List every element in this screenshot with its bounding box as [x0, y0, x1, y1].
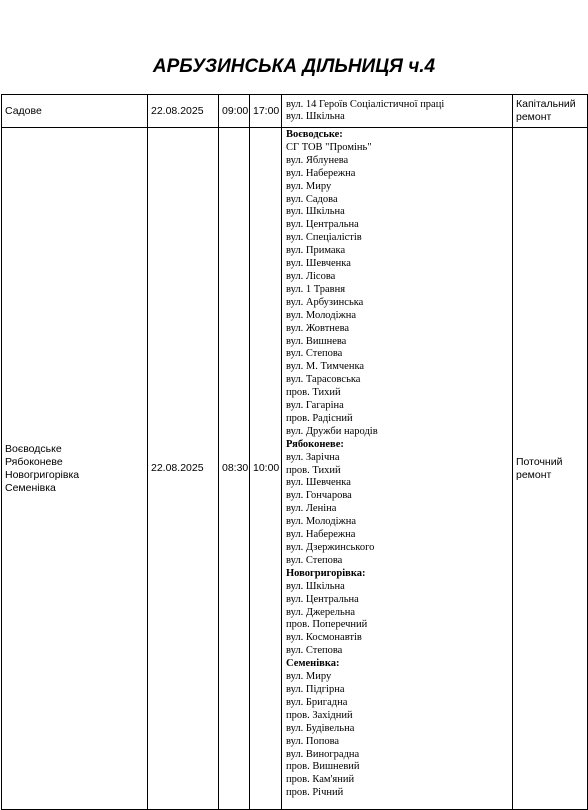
street-item: пров. Тихий	[286, 387, 341, 399]
street-item: вул. Набережна	[286, 529, 356, 541]
street-item: СГ ТОВ "Промінь"	[286, 141, 372, 153]
street-item: вул. Шевченка	[286, 258, 351, 270]
street-item: вул. Зарічна	[286, 451, 340, 463]
street-item: пров. Кам'яний	[286, 774, 355, 786]
streets-cell	[282, 128, 513, 810]
street-item: вул. 1 Травня	[286, 283, 346, 295]
settlement-heading: Воєводське:	[286, 129, 343, 140]
street-item: вул. Виноградна	[286, 748, 360, 760]
streets-cell	[282, 95, 513, 128]
settlement-name: Рябоконеве	[5, 455, 63, 468]
page-title: АРБУЗИНСЬКА ДІЛЬНИЦЯ ч.4	[152, 56, 436, 77]
date-cell: 22.08.2025	[148, 95, 219, 128]
street-item: пров. Поперечний	[286, 619, 368, 631]
street-item: вул. Набережна	[286, 167, 356, 179]
street-item: вул. Миру	[286, 180, 332, 192]
settlement-name: Воєводське	[5, 442, 62, 455]
settlements-cell	[2, 95, 148, 128]
street-item: вул. Вишнева	[286, 335, 347, 347]
street-item: вул. Джерельна	[286, 606, 356, 618]
settlement-heading: Новогригорівка:	[286, 567, 366, 579]
works-type-cell: Поточний ремонт	[513, 128, 588, 810]
street-item: вул. Шкільна	[286, 206, 345, 218]
settlement-name: Семенівка	[5, 481, 56, 494]
street-item: вул. Гончарова	[286, 490, 352, 502]
table-row	[2, 128, 588, 810]
street-item: вул. Миру	[286, 671, 332, 683]
settlements-cell	[2, 128, 148, 810]
date-cell: 22.08.2025	[148, 128, 219, 810]
table-row	[2, 95, 588, 128]
street-item: пров. Вишневий	[286, 761, 360, 773]
street-item: вул. Попова	[286, 735, 340, 747]
street-item: вул. Підгірна	[286, 683, 345, 695]
street-item: вул. Гагаріна	[286, 400, 344, 412]
street-item: вул. Спеціалістів	[286, 232, 362, 244]
street-item: вул. Молодіжна	[286, 516, 357, 528]
street-item: вул. Космонавтів	[286, 632, 362, 644]
street-item: вул. Бригадна	[286, 696, 348, 708]
end-time-cell: 17:00	[250, 95, 282, 128]
street-item: вул. Арбузинська	[286, 296, 364, 308]
street-item: вул. 14 Героїв Соціалістичної праці	[286, 98, 445, 110]
street-item: вул. Дзержинського	[286, 542, 375, 553]
outage-schedule-table	[1, 94, 588, 810]
street-item: вул. Лісова	[286, 270, 336, 282]
street-item: вул. Шевченка	[286, 477, 351, 489]
street-item: вул. Центральна	[286, 219, 359, 231]
settlement-name: Новогригорівка	[5, 468, 80, 481]
street-item: пров. Західний	[286, 709, 353, 721]
street-item: вул. Примака	[286, 245, 346, 257]
street-item: вул. Леніна	[286, 503, 337, 515]
street-item: пров. Радісний	[286, 412, 353, 424]
street-item: вул. Будівельна	[286, 722, 355, 734]
street-item: вул. Степова	[286, 645, 343, 657]
street-item: вул. Дружби народів	[286, 425, 378, 437]
end-time-cell: 10:00	[250, 128, 282, 810]
settlement-name: Садове	[5, 104, 42, 117]
street-item: вул. Шкільна	[286, 111, 345, 122]
street-item: вул. Центральна	[286, 593, 359, 605]
street-item: пров. Тихий	[286, 464, 341, 476]
street-item: вул. М. Тимченка	[286, 361, 365, 373]
street-item: вул. Молодіжна	[286, 309, 357, 321]
street-item: вул. Садова	[286, 193, 338, 205]
street-item: пров. Річний	[286, 787, 344, 799]
start-time-cell: 09:00	[219, 95, 250, 128]
street-item: вул. Яблунева	[286, 154, 349, 166]
street-item: вул. Жовтнева	[286, 322, 350, 334]
start-time-cell: 08:30	[219, 128, 250, 810]
settlement-heading: Рябоконеве:	[286, 438, 344, 450]
street-item: вул. Шкільна	[286, 580, 345, 592]
street-item: вул. Степова	[286, 348, 343, 360]
settlement-heading: Семенівка:	[286, 658, 340, 670]
works-type-cell: Капітальний ремонт	[513, 95, 588, 128]
street-item: вул. Степова	[286, 554, 343, 566]
street-item: вул. Тарасовська	[286, 374, 361, 386]
